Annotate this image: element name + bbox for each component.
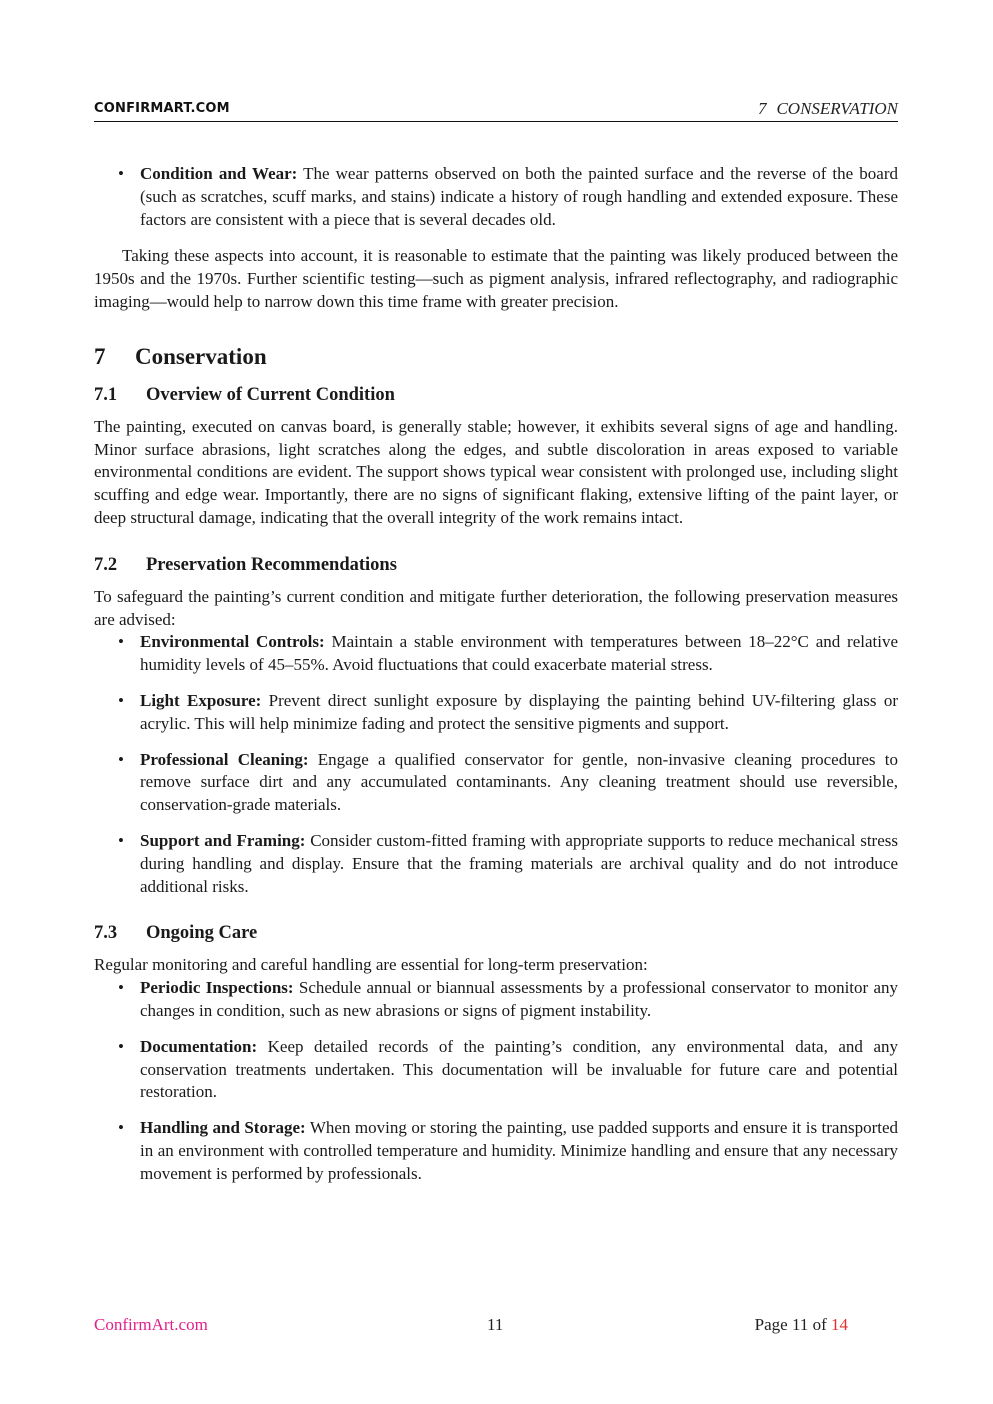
subsection-heading-7-3 xyxy=(94,920,898,946)
care-list xyxy=(94,977,898,1185)
running-section-title xyxy=(758,99,898,119)
item-text: Consider custom-fitted framing with appropriate supports to reduce mechanical stress during handling and display. Ensure that the framing materials are archival quality and do not introduce additional risks. xyxy=(140,830,898,896)
bullet: • xyxy=(118,1036,124,1056)
subsection-number: 7.2 xyxy=(94,554,118,575)
item-term: Periodic Inspections: xyxy=(140,978,294,998)
running-section-label: CONSERVATION xyxy=(776,99,898,118)
preservation-intro: To safeguard the painting’s current condition and mitigate further deterioration, the following preservation measures are advised: xyxy=(94,586,898,629)
list-item xyxy=(94,977,898,1023)
section-title: Conservation xyxy=(135,343,267,369)
item-text: Keep detailed records of the painting’s condition, any environmental data, and any conservation treatments undertaken. This documentation will be invaluable for future care and potential restoration. xyxy=(140,1036,898,1102)
item-term: Professional Cleaning: xyxy=(140,749,309,769)
bullet: • xyxy=(118,830,124,850)
bullet: • xyxy=(118,632,124,652)
item-text: When moving or storing the painting, use padded supports and ensure it is transported in an environment with controlled temperature and humidity. Minimize handling and ensure that any necessary movement is performed by professionals. xyxy=(140,1118,899,1183)
section-heading xyxy=(94,342,898,372)
bullet: • xyxy=(118,749,124,769)
subsection-title: Ongoing Care xyxy=(146,923,258,944)
brand-logo: CONFIRMART.COM xyxy=(94,101,230,116)
list-item xyxy=(94,163,898,231)
bullet: • xyxy=(118,1118,124,1138)
item-text: The wear patterns observed on both the painted surface and the reverse of the board (such as scratches, scuff marks, and stains) indicate a history of rough handling and extended exposure. These factors are consistent with a piece that is several decades old. xyxy=(140,164,898,229)
footer-page-number: 11 xyxy=(487,1315,504,1334)
list-item xyxy=(94,749,898,817)
item-text: Maintain a stable environment with temperatures between 18–22°C and relative humidity levels of 45–55%. Avoid fluctuations that could exacerbate material stress. xyxy=(140,632,899,675)
item-text: Engage a qualified conservator for gentle, non-invasive cleaning procedures to remove surface dirt and any accumulated contaminants. Any cleaning treatment should use reversible, conservation-grade materials. xyxy=(140,749,898,815)
list-item xyxy=(94,631,898,677)
item-term: Documentation: xyxy=(140,1036,258,1056)
condition-paragraph: The painting, executed on canvas board, is generally stable; however, it exhibits several signs of age and handling. Minor surface abrasions, light scratches along the edges, and subtle discoloration in areas exposed to variable environmental conditions are evident. The support shows typical wear consistent with prolonged use, including slight scuffing and edge wear. Importantly, there are no signs of significant flaking, extensive lifting of the paint layer, or deep structural damage, indicating that the overall integrity of the work remains intact. xyxy=(94,416,898,527)
footer-page-label: Page 11 of xyxy=(754,1315,827,1334)
list-item xyxy=(94,830,898,898)
running-header xyxy=(94,99,898,121)
item-text: Schedule annual or biannual assessments by a professional conservator to monitor any changes in condition, such as new abrasions or signs of pigment instability. xyxy=(140,978,898,1020)
section-number: 7 xyxy=(94,343,106,369)
subsection-heading-7-1 xyxy=(94,382,898,408)
intro-list xyxy=(94,163,898,231)
subsection-heading-7-2 xyxy=(94,552,898,578)
item-term: Handling and Storage: xyxy=(140,1118,306,1138)
subsection-title: Preservation Recommendations xyxy=(146,554,397,575)
subsection-number: 7.1 xyxy=(94,384,118,405)
page-footer xyxy=(94,1315,898,1339)
item-term: Support and Framing: xyxy=(140,830,306,850)
header-rule xyxy=(94,121,898,122)
running-section-number: 7 xyxy=(757,99,767,118)
body-content xyxy=(94,163,898,1186)
preservation-list xyxy=(94,631,898,898)
subsection-number: 7.3 xyxy=(94,923,118,944)
care-intro: Regular monitoring and careful handling are essential for long-term preservation: xyxy=(94,955,648,975)
item-term: Environmental Controls: xyxy=(140,632,325,652)
item-term: Condition and Wear: xyxy=(140,164,298,183)
list-item xyxy=(94,1117,898,1185)
bullet: • xyxy=(118,978,124,998)
bullet: • xyxy=(118,164,124,183)
bullet: • xyxy=(118,690,124,710)
subsection-title: Overview of Current Condition xyxy=(146,384,395,405)
item-text: Prevent direct sunlight exposure by displaying the painting behind UV-filtering glass or acrylic. This will help minimize fading and protect the sensitive pigments and support. xyxy=(140,690,898,733)
item-term: Light Exposure: xyxy=(140,690,262,710)
intro-paragraph: Taking these aspects into account, it is reasonable to estimate that the painting was likely produced between the 1950s and the 1970s. Further scientific testing—such as pigment analysis, infrared reflectography, and radiographic imaging—would help to narrow down this time frame with greater precision. xyxy=(94,246,898,311)
footer-page-of xyxy=(755,1315,848,1335)
footer-page-total-link[interactable]: 14 xyxy=(831,1315,848,1334)
footer-site-link[interactable]: ConfirmArt.com xyxy=(94,1315,208,1334)
list-item xyxy=(94,690,898,736)
list-item xyxy=(94,1036,898,1104)
